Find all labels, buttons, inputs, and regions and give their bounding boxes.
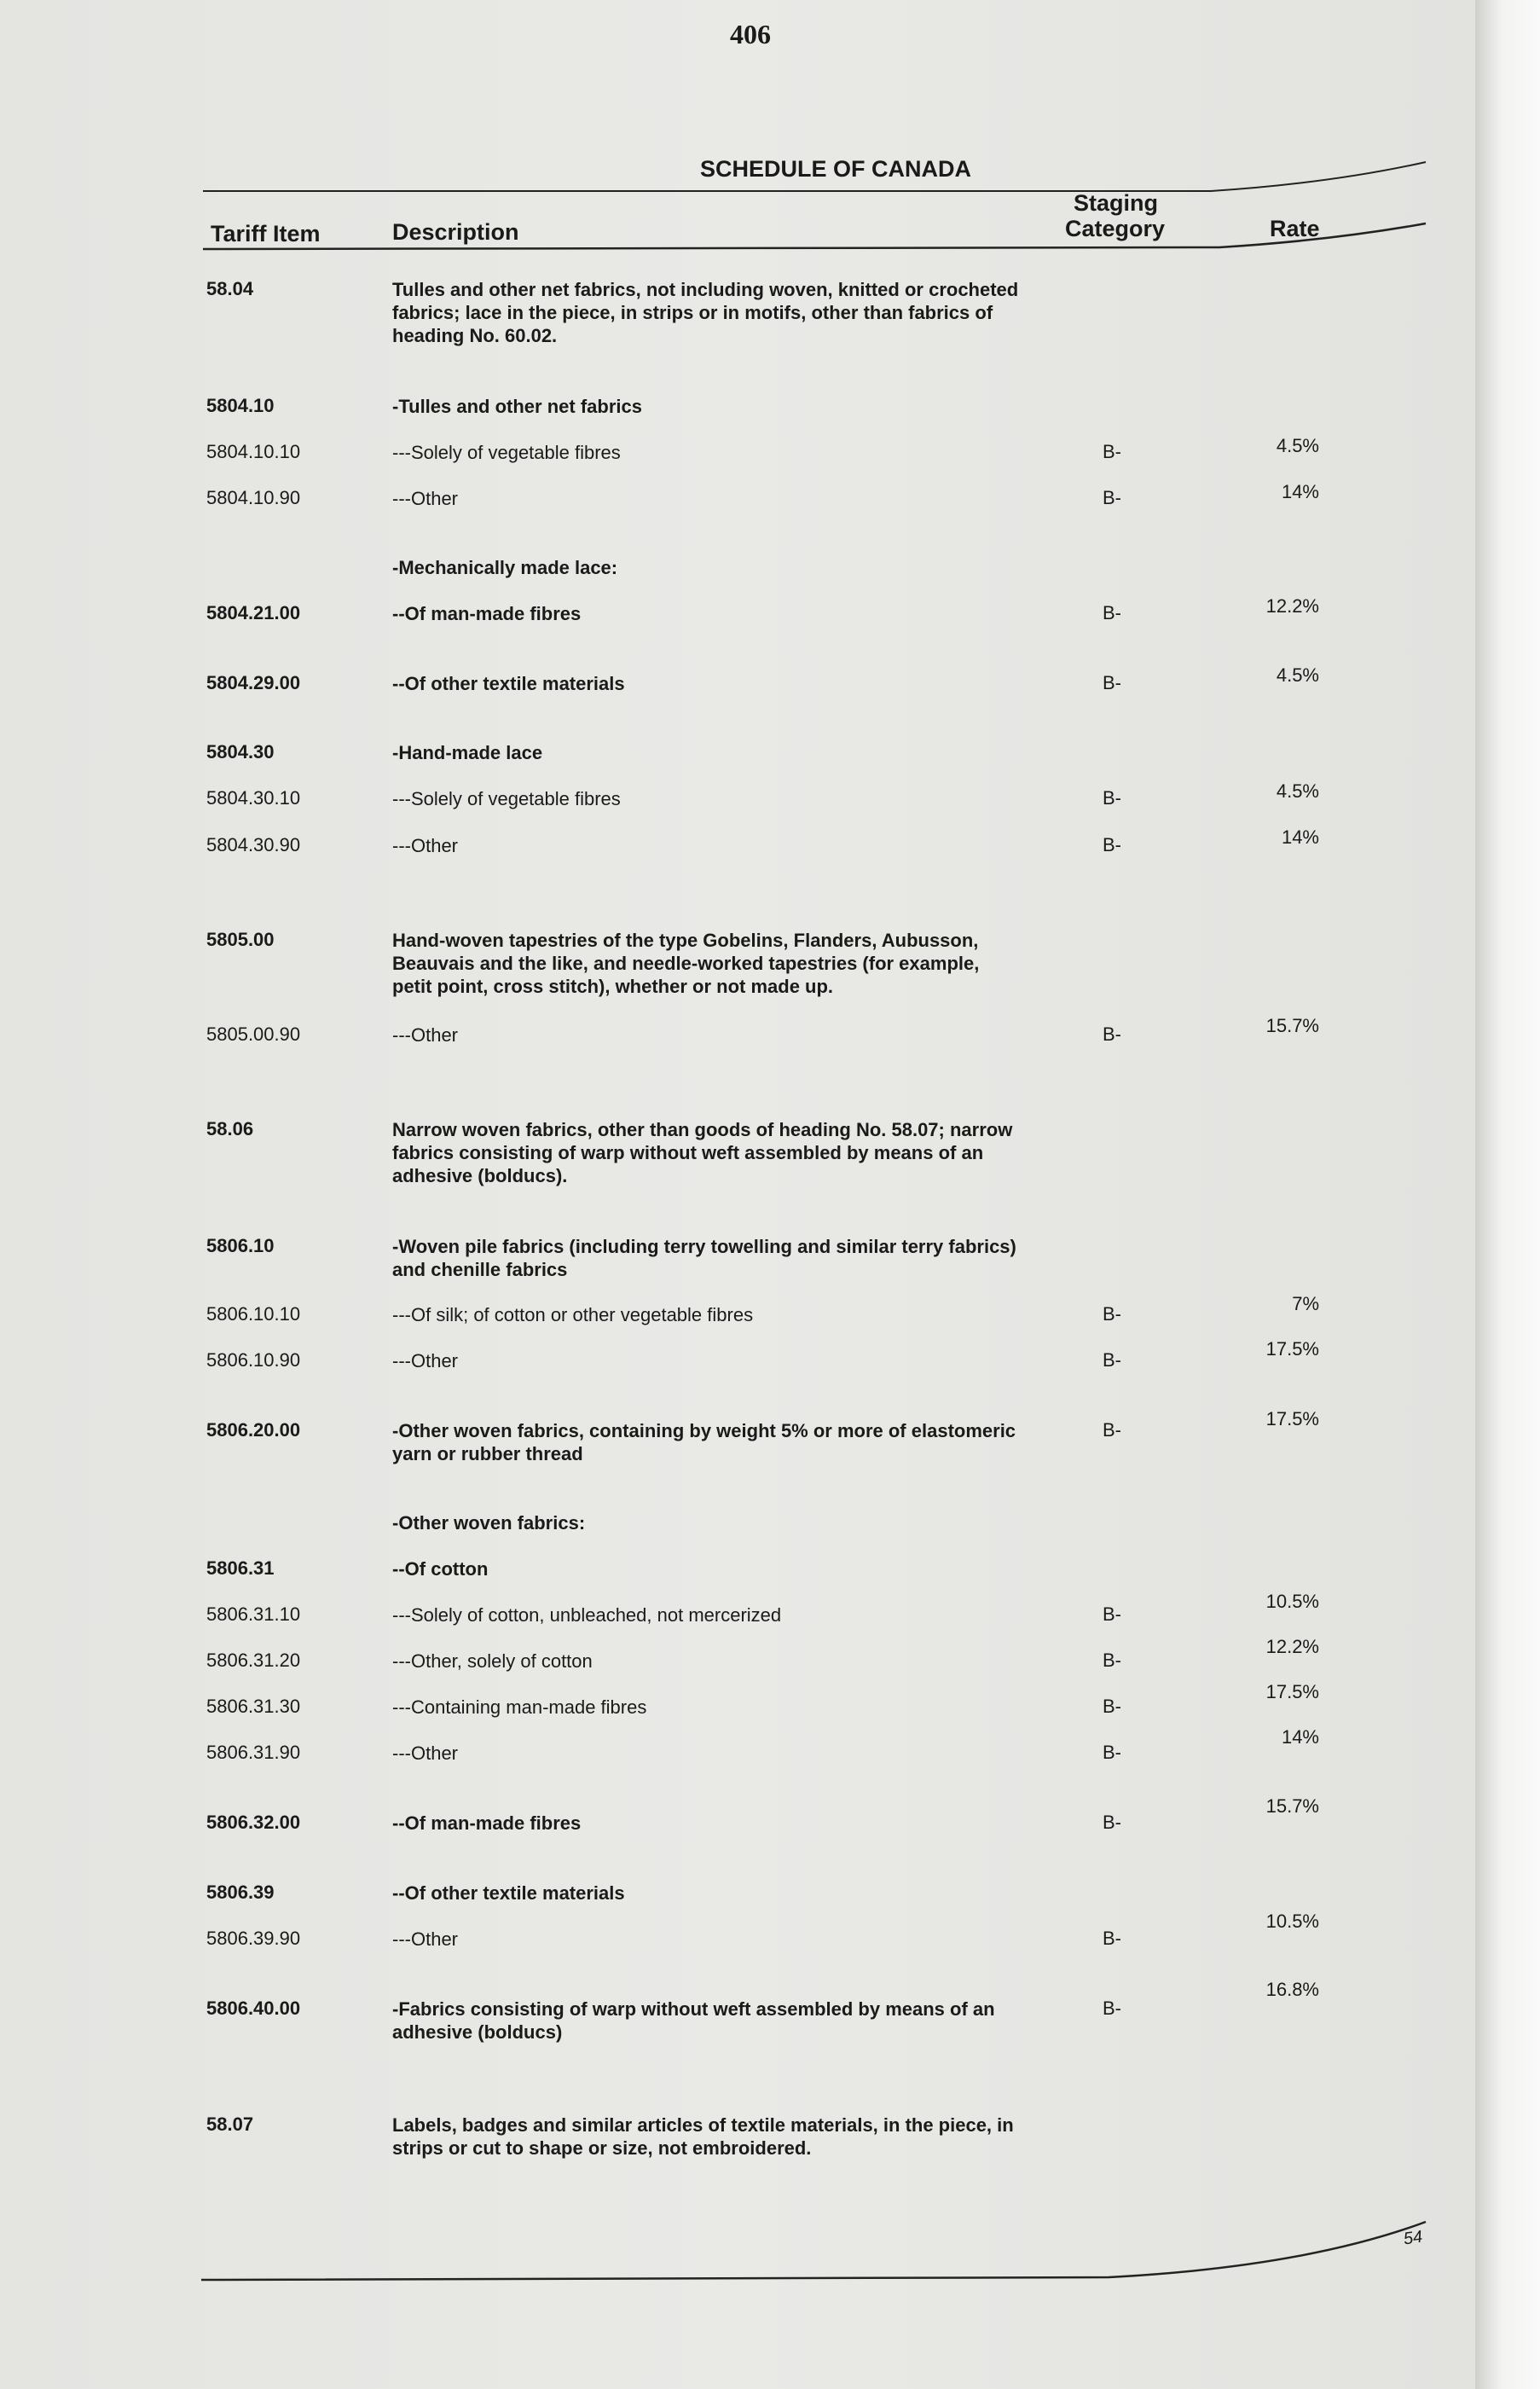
table-row (0, 1338, 1475, 1375)
tariff-item-code: 5804.30 (206, 741, 275, 763)
table-row (0, 395, 1475, 420)
tariff-item-code: 5806.40.00 (206, 1998, 301, 2019)
table-row (0, 826, 1475, 860)
table-row (0, 1015, 1475, 1049)
header-rate: Rate (1270, 216, 1320, 241)
tariff-item-code: 5804.10.90 (206, 487, 301, 508)
staging-category: B- (1103, 1603, 1121, 1625)
tariff-item-code: 5805.00 (206, 929, 275, 950)
tariff-item-code: 58.07 (206, 2114, 254, 2135)
tariff-rate: 10.5% (1265, 1911, 1319, 1932)
table-row (0, 1293, 1475, 1329)
tariff-item-code: 5804.30.10 (206, 787, 301, 809)
staging-category: B- (1103, 1419, 1121, 1441)
staging-category: B- (1103, 487, 1121, 508)
tariff-item-code: 5804.30.90 (206, 834, 301, 855)
tariff-description: ---Containing man-made fibres (392, 1696, 647, 1718)
tariff-description: --Of other textile materials (392, 673, 625, 694)
table-row (0, 1795, 1475, 1837)
staging-category: B- (1103, 1928, 1121, 1949)
tariff-description: ---Other (392, 1024, 458, 1046)
footer-page-number: 54 (1402, 2227, 1424, 2249)
tariff-description: Labels, badges and similar articles of textile materials, in the piece, in strips or cut to shape or size, not embroidered. (392, 2114, 1014, 2159)
staging-category: B- (1103, 672, 1121, 693)
tariff-item-code: 5806.31.10 (206, 1603, 301, 1625)
table-row (0, 556, 1475, 582)
table-row (0, 780, 1475, 813)
tariff-item-code: 5806.10.10 (206, 1303, 301, 1325)
tariff-item-code: 5805.00.90 (206, 1023, 301, 1045)
tariff-item-code: 5806.31 (206, 1557, 275, 1579)
staging-category: B- (1103, 787, 1121, 809)
table-row (0, 1979, 1475, 2043)
staging-category: B- (1103, 1650, 1121, 1671)
footer-rule (0, 2183, 1475, 2286)
tariff-item-code: 5804.29.00 (206, 672, 301, 693)
tariff-description: ---Other (392, 1742, 458, 1764)
tariff-description: ---Solely of cotton, unbleached, not mercerized (392, 1604, 782, 1626)
table-row (0, 1235, 1475, 1280)
table-row (0, 595, 1475, 628)
staging-category: B- (1103, 1349, 1121, 1371)
tariff-description: ---Other (392, 488, 458, 509)
tariff-item-code: 5806.31.20 (206, 1650, 301, 1671)
tariff-rate: 4.5% (1276, 435, 1319, 456)
tariff-rate: 12.2% (1265, 1636, 1319, 1657)
table-row (0, 1408, 1475, 1464)
tariff-rate: 17.5% (1265, 1408, 1319, 1429)
tariff-description: Hand-woven tapestries of the type Gobelins, Flanders, Aubusson, Beauvais and the like, and needle-worked tapestries (for example, petit point, cross stitch), whether or not made up. (392, 930, 980, 997)
tariff-rate: 14% (1281, 481, 1319, 502)
table-row (0, 2114, 1475, 2159)
table-row (0, 1726, 1475, 1767)
table-row (0, 1681, 1475, 1721)
tariff-item-code: 5806.31.90 (206, 1742, 301, 1763)
tariff-description: ---Solely of vegetable fibres (392, 788, 621, 809)
tariff-description: Tulles and other net fabrics, not including woven, knitted or crocheted fabrics; lace in the piece, in strips or in motifs, other than fabrics of heading No. 60.02. (392, 279, 1019, 346)
tariff-item-code: 5804.10.10 (206, 441, 301, 462)
staging-category: B- (1103, 1696, 1121, 1717)
tariff-description: -Mechanically made lace: (392, 557, 618, 578)
tariff-item-code: 5806.20.00 (206, 1419, 301, 1441)
tariff-rate: 14% (1281, 826, 1319, 848)
header-staging-line1: Staging (1074, 190, 1158, 216)
table-row (0, 1511, 1475, 1537)
table-row (0, 664, 1475, 698)
tariff-rate: 4.5% (1276, 664, 1319, 686)
tariff-description: --Of man-made fibres (392, 603, 582, 624)
tariff-description: ---Of silk; of cotton or other vegetable fibres (392, 1304, 754, 1325)
table-row (0, 278, 1475, 346)
staging-category: B- (1103, 1742, 1121, 1763)
staging-category: B- (1103, 1023, 1121, 1045)
header-tariff-item: Tariff Item (211, 221, 321, 246)
table-row (0, 1911, 1475, 1953)
tariff-rate: 15.7% (1265, 1795, 1319, 1817)
tariff-item-code: 5806.31.30 (206, 1696, 301, 1717)
tariff-item-code: 5806.10 (206, 1235, 275, 1256)
staging-category: B- (1103, 1998, 1121, 2019)
tariff-description: Narrow woven fabrics, other than goods of heading No. 58.07; narrow fabrics consisting of warp without weft assembled by means of an adhesive (bolducs). (392, 1119, 1013, 1186)
tariff-rate: 7% (1292, 1293, 1319, 1314)
tariff-description: -Woven pile fabrics (including terry towelling and similar terry fabrics) and chenille fabrics (392, 1236, 1016, 1280)
tariff-description: ---Other (392, 1928, 458, 1950)
tariff-description: -Hand-made lace (392, 742, 543, 763)
tariff-rate: 17.5% (1265, 1338, 1319, 1360)
tariff-rate: 12.2% (1265, 595, 1319, 617)
table-row (0, 1591, 1475, 1629)
tariff-description: -Tulles and other net fabrics (392, 396, 642, 417)
table-row (0, 1118, 1475, 1186)
tariff-rate: 15.7% (1265, 1015, 1319, 1036)
tariff-item-code: 5806.39.90 (206, 1928, 301, 1949)
tariff-item-code: 5806.39 (206, 1882, 275, 1903)
staging-category: B- (1103, 834, 1121, 855)
staging-category: B- (1103, 602, 1121, 623)
tariff-rate: 16.8% (1265, 1979, 1319, 2000)
tariff-item-code: 5806.10.90 (206, 1349, 301, 1371)
tariff-item-code: 5804.10 (206, 395, 275, 416)
tariff-description: ---Other (392, 1350, 458, 1371)
tariff-description: ---Other, solely of cotton (392, 1650, 593, 1672)
staging-category: B- (1103, 441, 1121, 462)
header-description: Description (392, 219, 519, 245)
tariff-rate: 17.5% (1265, 1681, 1319, 1702)
tariff-description: -Other woven fabrics, containing by weight 5% or more of elastomeric yarn or rubber thread (392, 1420, 1016, 1464)
tariff-description: -Fabrics consisting of warp without weft assembled by means of an adhesive (bolducs) (392, 1998, 995, 2043)
tariff-item-code: 58.04 (206, 278, 254, 299)
tariff-description: --Of other textile materials (392, 1882, 625, 1904)
schedule-title: SCHEDULE OF CANADA (699, 156, 971, 182)
tariff-description: ---Solely of vegetable fibres (392, 442, 621, 463)
tariff-description: -Other woven fabrics: (392, 1512, 586, 1534)
tariff-item-code: 58.06 (206, 1118, 254, 1139)
staging-category: B- (1103, 1812, 1121, 1833)
tariff-item-code: 5806.32.00 (206, 1812, 301, 1833)
header-staging-line2: Category (1065, 216, 1166, 241)
tariff-description: ---Other (392, 835, 458, 856)
table-row (0, 741, 1475, 767)
tariff-description: --Of man-made fibres (392, 1812, 582, 1834)
table-row (0, 929, 1475, 997)
tariff-item-code: 5804.21.00 (206, 602, 301, 623)
table-row (0, 1636, 1475, 1675)
page-edge (1475, 0, 1540, 2389)
tariff-rate: 4.5% (1276, 780, 1319, 802)
tariff-rate: 14% (1281, 1726, 1319, 1748)
table-row (0, 1557, 1475, 1583)
tariff-description: --Of cotton (392, 1558, 489, 1580)
table-row (0, 435, 1475, 467)
staging-category: B- (1103, 1303, 1121, 1325)
tariff-rate: 10.5% (1265, 1591, 1319, 1612)
table-row (0, 481, 1475, 513)
table-row (0, 1882, 1475, 1907)
page-number: 406 (730, 19, 771, 49)
